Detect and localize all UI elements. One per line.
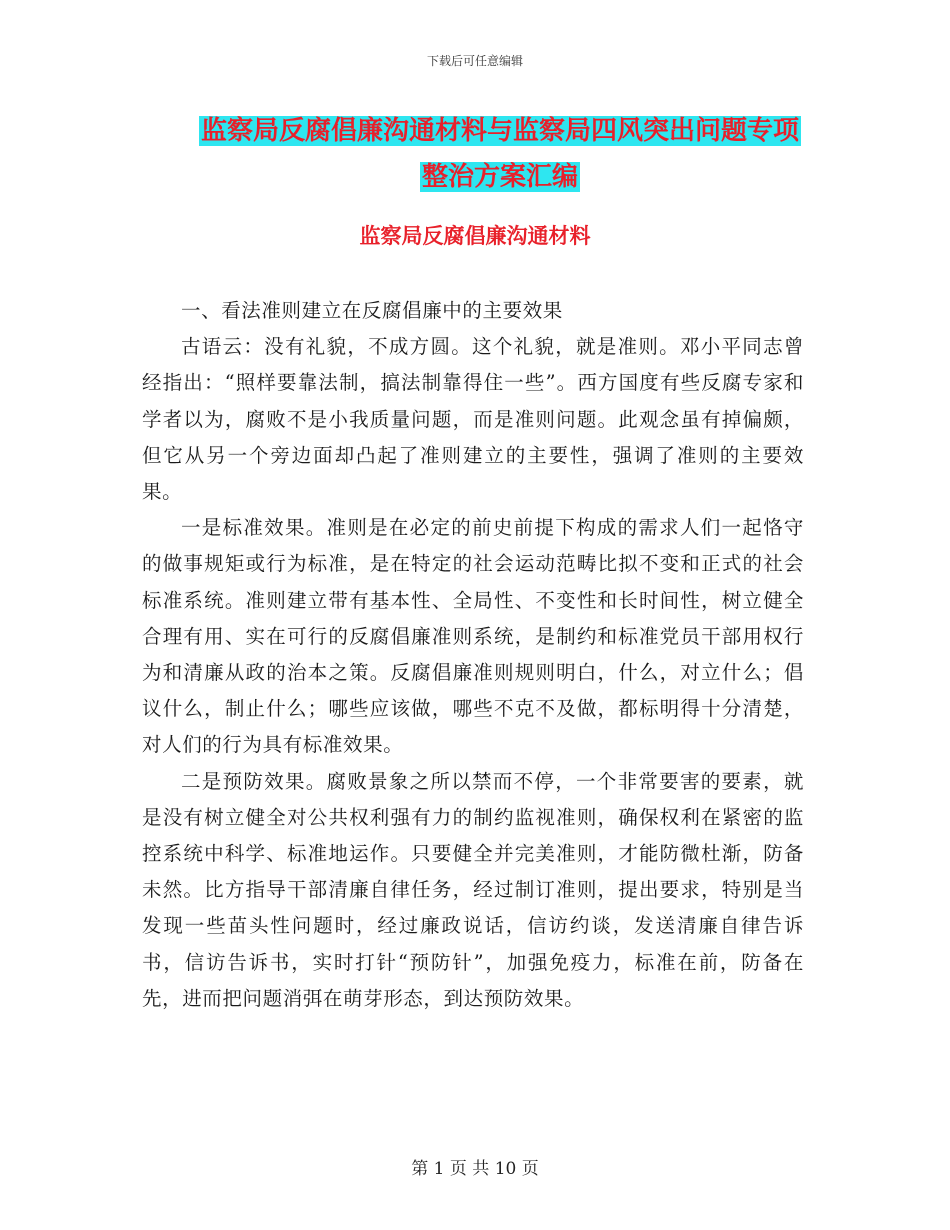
document-title-line-1: 监察局反腐倡廉沟通材料与监察局四风突出问题专项	[200, 116, 799, 146]
document-title-line-2: 整治方案汇编	[421, 162, 578, 192]
paragraph: 一是标准效果。准则是在必定的前史前提下构成的需求人们一起恪守的做事规矩或行为标准，是在特定的社会运动范畴比拟不变和正式的社会标准系统。准则建立带有基本性、全局性、不变性和长时间性，树立健全合理有用、实在可行的反腐倡廉准则系统，是制约和标准党员干部用权行为和清廉从政的治本之策。反腐倡廉准则规则明白，什么，对立什么；倡议什么，制止什么；哪些应该做，哪些不克不及做，都标明得十分清楚，对人们的行为具有标准效果。	[142, 516, 804, 757]
paragraph: 二是预防效果。腐败景象之所以禁而不停，一个非常要害的要素，就是没有树立健全对公共权利强有力的制约监视准则，确保权利在紧密的监控系统中科学、标准地运作。只要健全并完美准则，才能防微杜渐，防备未然。比方指导干部清廉自律任务，经过制订准则，提出要求，特别是当发现一些苗头性问题时，经过廉政说话，信访约谈，发送清廉自律告诉书，信访告诉书，实时打针“预防针”，加强免疫力，标准在前，防备在先，进而把问题消弭在萌芽形态，到达预防效果。	[142, 769, 804, 1010]
page-header-note: 下载后可任意编辑	[426, 54, 523, 68]
paragraph: 古语云：没有礼貌，不成方圆。这个礼貌，就是准则。邓小平同志曾经指出：“照样要靠法制，搞法制靠得住一些”。西方国度有些反腐专家和学者以为，腐败不是小我质量问题，而是准则问题。此观念虽有掉偏颇，但它从另一个旁边面却凸起了准则建立的主要性，强调了准则的主要效果。	[142, 335, 804, 504]
document-title	[190, 108, 810, 200]
document-body	[142, 293, 804, 1017]
paragraph-heading: 一、看法准则建立在反腐倡廉中的主要效果	[181, 299, 563, 322]
page-footer: 第 1 页 共 10 页	[411, 1159, 539, 1179]
section-title: 监察局反腐倡廉沟通材料	[359, 224, 591, 248]
